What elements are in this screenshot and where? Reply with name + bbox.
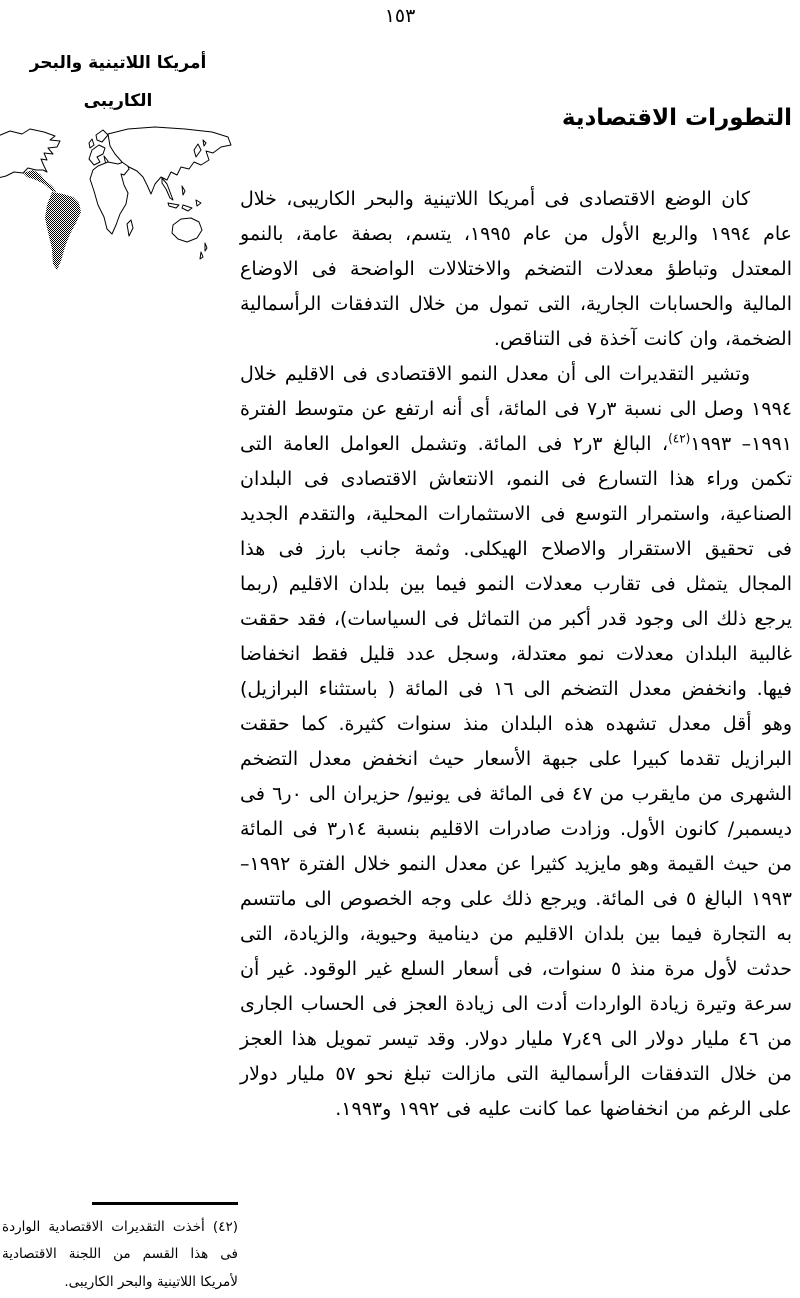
indochina-outline bbox=[162, 178, 173, 200]
region-title bbox=[0, 44, 236, 120]
world-map-latin-america-highlighted bbox=[0, 126, 236, 276]
australia-outline bbox=[172, 218, 202, 242]
new-zealand-outline-2 bbox=[200, 252, 203, 259]
central-america-shaded-region bbox=[23, 170, 57, 192]
paragraph-2-text-after-ref: ، البالغ ٣ر٢ فى المائة. وتشمل العوامل العامة التى تكمن وراء هذا التسارع فى النمو، الانتعاش الاقتصادى فى البلدان الصناعية، واستمرار التوسع فى الاستثمارات المحلية، والتقدم الجديد فى تحقيق الاستقرار والاصلاح الهيكلى. وثمة جانب بارز فى هذا المجال يتمثل فى تقارب معدلات النمو فيما بين بلدان الاقليم (ربما يرجع ذلك الى وجود قدر أكبر من التماثل فى السياسات)، فقد حققت غالبية البلدان معدلات نمو معتدلة، وسجل عدد قليل فقط انخفاضا فيها. وانخفض معدل التضخم الى ١٦ فى المائة ( باستثناء البرازيل) وهو أقل معدل تشهده هذه البلدان منذ سنوات كثيرة. كما حققت البرازيل تقدما كبيرا على جبهة الأسعار حيث انخفض معدل التضخم الشهرى من مايقرب من ٤٧ فى المائة فى يونيو/ حزيران الى ٠ر٦ فى ديسمبر/ كانون الأول. وزادت صادرات الاقليم بنسبة ١٤ر٣ فى المائة من حيث القيمة وهو مايزيد كثيرا عن معدل النمو خلال الفترة ١٩٩٢–١٩٩٣ البالغ ٥ فى المائة. ويرجع ذلك على وجه الخصوص الى ماتتسم به التجارة فيما بين بلدان الاقليم من دينامية وحيوية، والزيادة، التى حدثت لأول مرة منذ ٥ سنوات، فى أسعار السلع غير الوقود. غير أن سرعة وتيرة زيادة الواردات أدت الى زيادة العجز فى الحساب الجارى من ٤٦ مليار دولار الى ٤٩ر٧ مليار دولار. وقد تيسر تمويل هذا العجز من خلال التدفقات الرأسمالية التى مازالت تبلغ نحو ٥٧ مليار دولار على الرغم من انخفاضها عما كانت عليه فى ١٩٩٢ و١٩٩٣. bbox=[240, 433, 792, 1120]
paragraph-2-text-before-ref: وتشير التقديرات الى أن معدل النمو الاقتصادى فى الاقليم خلال ١٩٩٤ وصل الى نسبة ٣ر٧ فى المائة، أى أنه ارتفع عن متوسط الفترة ١٩٩١– ١٩٩٣ bbox=[240, 363, 792, 455]
indonesia-outline-2 bbox=[182, 205, 192, 211]
main-text-column bbox=[240, 100, 792, 1127]
new-zealand-outline bbox=[205, 243, 207, 251]
madagascar-outline bbox=[127, 220, 133, 236]
region-title-line2: الكاريبى bbox=[83, 91, 153, 111]
philippines-outline bbox=[182, 186, 185, 195]
footnote-block bbox=[2, 1202, 238, 1297]
indonesia-outline bbox=[168, 203, 179, 208]
north-america-outline bbox=[0, 129, 60, 178]
footnote-text: (٤٢) أخذت التقديرات الاقتصادية الواردة فى هذا القسم من اللجنة الاقتصادية لأمريكا اللاتينية والبحر الكاريبى. bbox=[2, 1218, 238, 1290]
south-america-shaded-region bbox=[45, 192, 81, 270]
section-heading: التطورات الاقتصادية bbox=[561, 105, 792, 131]
page-number: ١٥٣ bbox=[384, 5, 416, 27]
paragraph-2 bbox=[240, 357, 792, 1127]
new-guinea-outline bbox=[196, 200, 201, 206]
asia-outline bbox=[108, 127, 231, 194]
british-isles-outline bbox=[89, 139, 94, 148]
sidebar bbox=[0, 44, 236, 276]
africa-outline bbox=[90, 161, 129, 234]
region-title-line1: أمريكا اللاتينية والبحر bbox=[29, 53, 207, 73]
footnote-ref-42: (٤٢) bbox=[668, 431, 691, 446]
europe-outline bbox=[89, 145, 105, 165]
paragraph-1: كان الوضع الاقتصادى فى أمريكا اللاتينية والبحر الكاريبى، خلال عام ١٩٩٤ والربع الأول من عام ١٩٩٥، يتسم، بصفة عامة، بالنمو المعتدل وتباطؤ معدلات التضخم والاختلالات الواضحة فى الاوضاع المالية والحسابات الجارية، التى تمول من خلال التدفقات الرأسمالية الضخمة، وان كانت آخذة فى التناقص. bbox=[240, 188, 793, 350]
footnote-separator bbox=[92, 1202, 238, 1205]
scandinavia-outline bbox=[96, 130, 108, 142]
